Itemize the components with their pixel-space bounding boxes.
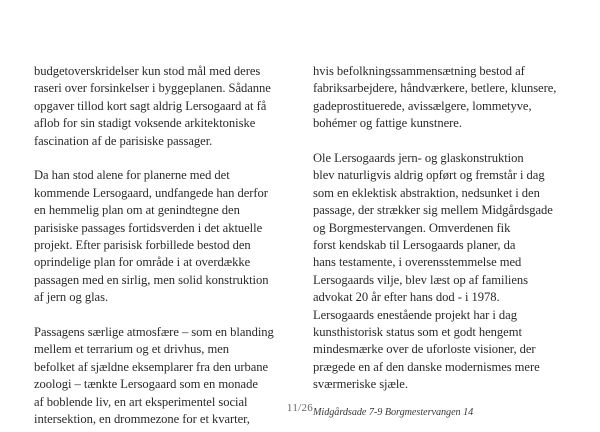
left-paragraph-1: budgetoverskridelser kun stod mål med deres raseri over forsinkelser i byggeplanen. Sådanne opgaver tillod kort sagt aldrig Lersogaard at få aflob for sin stadigt voksende arkitektoniske fascination af de parisiske passager. xyxy=(34,64,271,148)
right-text-column xyxy=(313,63,575,420)
right-paragraph-1: hvis befolkningssammensætning bestod af fabriksarbejdere, håndværkere, betlere, klunsere, gadeprostituerede, avissælgere, lommetyve, bohémer og fattige kunstnere. xyxy=(313,64,557,131)
right-paragraph-2: Ole Lersogaards jern- og glaskonstruktion blev naturligvis aldrig opført og fremstår i dag som en eklektisk abstraktion, nedsunket i den passage, der strækker sig mellem Midgårdsgade og Borgmestervangen. Omverdenen fik forst kendskab til Lersogaards planer, da hans testamente, i overensstemmelse med Lersogaards vilje, blev læst op af familiens advokat 20 år efter hans dod - i 1978. Lersogaards enestående projekt har i dag kunsthistorisk status som et godt hengemt mindesmærke over de uforloste visioner, der prægede en af den danske modernismes mere sværmeriske sjæle. xyxy=(313,151,553,392)
left-paragraph-3: Passagens særlige atmosfære – som en blanding mellem et terrarium og et drivhus, men befolket af sjældne eksemplarer fra den urbane zoologi – tænkte Lersogaard som en monade af boblende liv, en art eksperimentel social intersektion, en drommezone for et kvarter, xyxy=(34,325,274,427)
left-paragraph-2: Da han stod alene for planerne med det kommende Lersogaard, undfangede han derfor en hemmelig plan om at genindtegne den parisiske passages fortidsverden i det aktuelle projekt. Efter parisisk forbillede bestod den oprindelige plan for område i at overdække passagen med en sirlig, men solid konstruktion af jern og glas. xyxy=(34,168,269,305)
left-text-column xyxy=(34,63,296,432)
address-caption: Midgårdsade 7-9 Borgmestervangen 14 xyxy=(313,407,474,419)
page-indicator: 11/26 xyxy=(286,402,314,414)
